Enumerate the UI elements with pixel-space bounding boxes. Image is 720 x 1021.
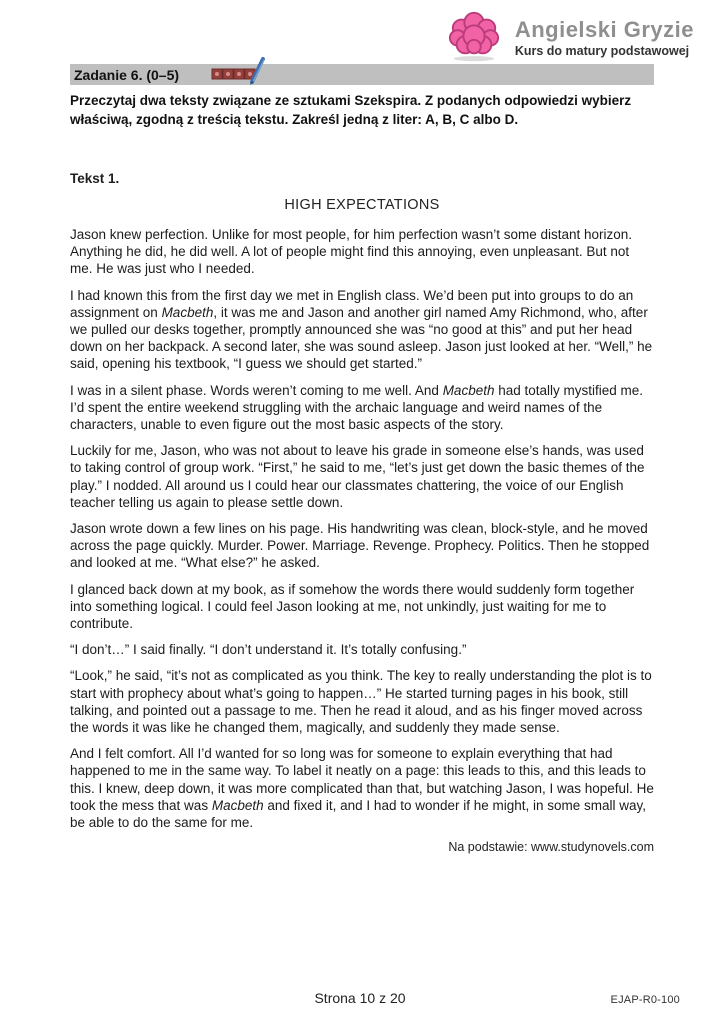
source-attribution: Na podstawie: www.studynovels.com [448, 840, 654, 855]
paragraph-text: , it was me and Jason and another girl named Amy Richmond, who, after we pulled our desks together, promptly announced she was “no good at this” and put her head down on her backpack. A second later, she was sound asleep. Jason just looked at her. “Well,” he said, opening his textbook, “I guess we should get started.” [70, 304, 653, 372]
paragraph-text: Jason wrote down a few lines on his page. His handwriting was clean, block-style, and he moved across the page quickly. Murder. Power. Marriage. Revenge. Prophecy. Politics. Then he stopped and looked at me. “What else?” he asked. [70, 521, 650, 571]
paragraph [70, 641, 654, 658]
brand-subtitle: Kurs do matury podstawowej [514, 43, 690, 58]
task-header-bar [70, 64, 654, 85]
paragraph [70, 667, 654, 736]
footer-page-number: Strona 10 z 20 [314, 990, 406, 1006]
paragraph [70, 226, 654, 278]
paragraph [70, 581, 654, 633]
paragraph [70, 745, 654, 831]
text1-paragraphs [70, 226, 654, 831]
italic-title-text: Macbeth [161, 304, 214, 320]
task-instructions: Przeczytaj dwa teksty związane ze sztukami Szekspira. Z podanych odpowiedzi wybierz właściwą, zgodną z treścią tekstu. Zakreśl jedną z liter: A, B, C albo D. [70, 93, 632, 127]
paragraph-text: and fixed it, and I had to wonder if he might, in some small way, be able to do the same for me. [70, 797, 647, 831]
task-header-label: Zadanie 6. (0–5) [74, 66, 180, 83]
paragraph-text: I had known this from the first day we met in English class. We’d been put into groups to do an assignment on [70, 287, 634, 320]
italic-title-text: Macbeth [442, 382, 495, 398]
brain-icon [445, 8, 503, 67]
footer-document-code: EJAP-R0-100 [610, 994, 680, 1006]
paragraph-text: And I felt comfort. All I’d wanted for so long was for someone to explain everything that had happened to me in the same way. To label it neatly on a page: this leads to this, and this leads to this. I knew, deep down, it was more complicated than that, but watching Jason, I was hopeful. He took the mess that was [70, 746, 654, 813]
paragraph-text: Jason knew perfection. Unlike for most people, for him perfection wasn’t some distant horizon. Anything he did, he did well. A lot of people might find this annoying, even unpleasant. But not me. He was just who I needed. [70, 227, 633, 277]
paragraph-text: had totally mystified me. I’d spent the entire weekend struggling with the archaic language and weird names of the characters, unable to even figure out the most basic aspects of the story. [70, 382, 644, 433]
text1-label: Tekst 1. [70, 171, 120, 186]
paragraph-text: “Look,” he said, “it’s not as complicated as you think. The key to really understanding the plot is to start with prophecy about what’s going to happen…” He started turning pages in his book, still talking, and pointed out a passage to me. Then he read it aloud, and as his finger moved across the words it was like he changed them, magically, and suddenly they made sense. [70, 668, 652, 736]
brand-name: Angielski Gryzie [514, 16, 694, 42]
brand-logo [445, 8, 694, 67]
paragraph [70, 287, 654, 373]
italic-title-text: Macbeth [211, 797, 264, 813]
page-content [70, 64, 654, 854]
paragraph [70, 520, 654, 572]
paragraph-text: I was in a silent phase. Words weren’t coming to me well. And [70, 382, 443, 398]
text1-title: HIGH EXPECTATIONS [284, 197, 440, 213]
paragraph-text: “I don’t…” I said finally. “I don’t understand it. It’s totally confusing.” [70, 642, 467, 658]
paragraph-text: I glanced back down at my book, as if somehow the words there would suddenly form together into something logical. I could feel Jason looking at me, not unkindly, just waiting for me to contribute. [70, 581, 635, 632]
paragraph [70, 442, 654, 511]
paragraph-text: Luckily for me, Jason, who was not about to leave his grade in someone else’s hands, was used to taking control of group work. “First,” he said to me, “let’s just get down the basic themes of the play.” I nodded. All around us I could hear our classmates chattering, the voice of our English teacher telling us again to please settle down. [70, 443, 645, 510]
difficulty-dots-and-pen-icon [210, 55, 268, 85]
paragraph [70, 382, 654, 434]
